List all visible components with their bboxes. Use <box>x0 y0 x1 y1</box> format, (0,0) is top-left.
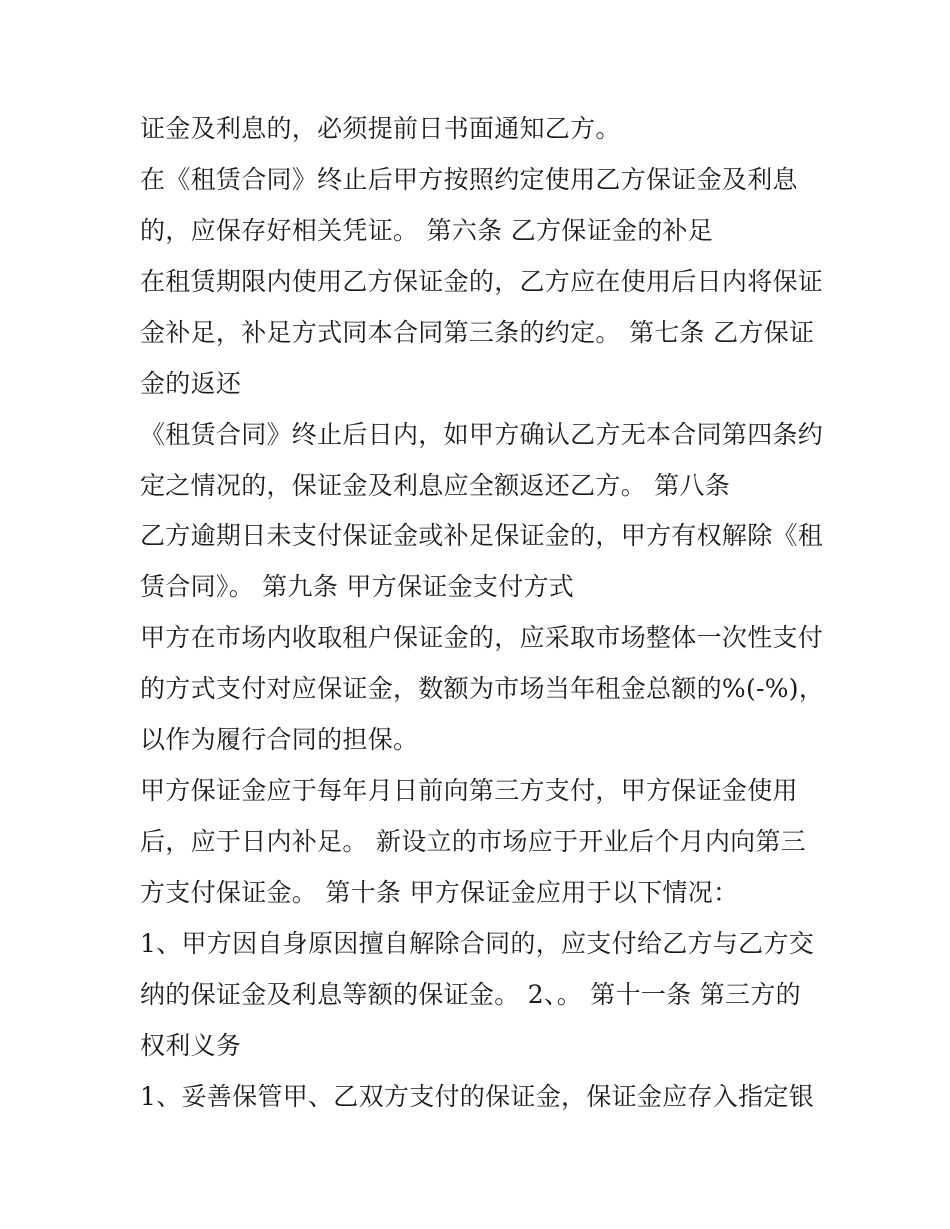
text-line: 权利义务 <box>140 1031 242 1060</box>
text-line: 后，应于日内补足。 新设立的市场应于开业后个月内向第三 <box>140 827 807 856</box>
text-line: 的，应保存好相关凭证。 第六条 乙方保证金的补足 <box>140 216 714 245</box>
text-line: 甲方在市场内收取租户保证金的，应采取市场整体一次性支付 <box>140 623 824 652</box>
text-line: 在租赁期限内使用乙方保证金的，乙方应在使用后日内将保证 <box>140 267 824 296</box>
text-line: 证金及利息的，必须提前日书面通知乙方。 <box>140 114 621 143</box>
text-line: 金补足，补足方式同本合同第三条的约定。 第七条 乙方保证 <box>140 318 815 347</box>
text-line: 以作为履行合同的担保。 <box>140 725 419 754</box>
text-line: 1、甲方因自身原因擅自解除合同的，应支付给乙方与乙方交 <box>140 929 815 958</box>
text-line: 纳的保证金及利息等额的保证金。 2、。 第十一条 第三方的 <box>140 980 801 1009</box>
text-line: 在《租赁合同》终止后甲方按照约定使用乙方保证金及利息 <box>140 165 798 194</box>
text-line: 甲方保证金应于每年月日前向第三方支付，甲方保证金使用 <box>140 776 798 805</box>
text-line: 方支付保证金。 第十条 甲方保证金应用于以下情况： <box>140 878 739 907</box>
text-line: 定之情况的，保证金及利息应全额返还乙方。 第八条 <box>140 471 731 500</box>
text-line: 的方式支付对应保证金，数额为市场当年租金总额的%(-%)， <box>140 674 825 703</box>
text-line: 金的返还 <box>140 369 242 398</box>
text-line: 1、妥善保管甲、乙双方支付的保证金，保证金应存入指定银 <box>140 1082 815 1111</box>
text-line: 赁合同》。 第九条 甲方保证金支付方式 <box>140 572 575 601</box>
text-line: 《租赁合同》终止后日内，如甲方确认乙方无本合同第四条约 <box>140 420 824 449</box>
text-line: 乙方逾期日未支付保证金或补足保证金的，甲方有权解除《租 <box>140 521 824 550</box>
